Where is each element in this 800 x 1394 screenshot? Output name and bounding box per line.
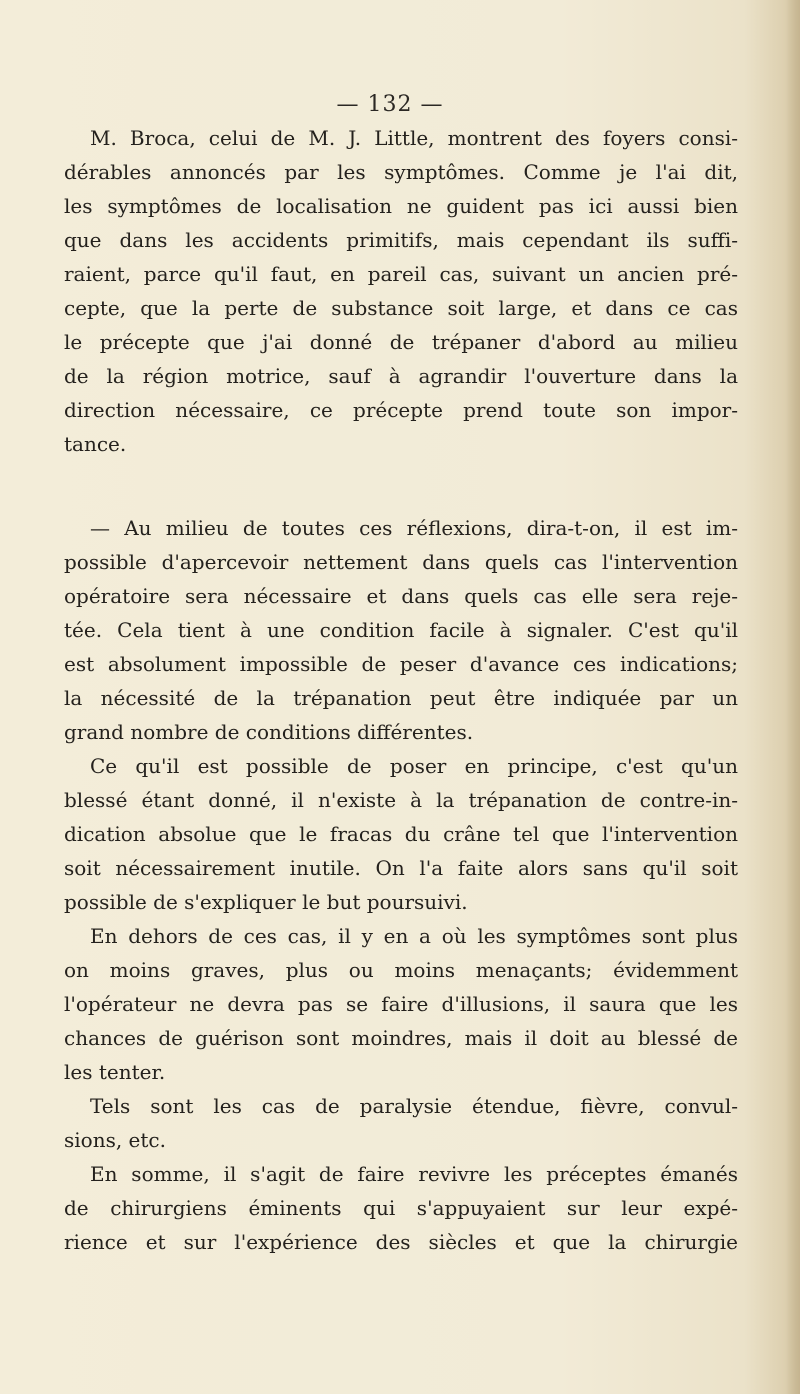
paragraph-gap <box>64 461 738 511</box>
paragraph <box>64 1089 738 1157</box>
text-line: dérables annoncés par les symptômes. Comme je l'ai dit, <box>64 160 738 184</box>
text-line: — Au milieu de toutes ces réflexions, dira-t-on, il est im- <box>90 516 738 540</box>
text-line: chances de guérison sont moindres, mais il doit au blessé de <box>64 1026 738 1050</box>
text-line: de la région motrice, sauf à agrandir l'ouverture dans la <box>64 364 738 388</box>
text-line: soit nécessairement inutile. On l'a faite alors sans qu'il soit <box>64 856 738 880</box>
paragraph <box>64 919 738 1089</box>
text-line: le précepte que j'ai donné de trépaner d'abord au milieu <box>64 330 738 354</box>
text-line: l'opérateur ne devra pas se faire d'illusions, il saura que les <box>64 992 738 1016</box>
text-line: dication absolue que le fracas du crâne tel que l'intervention <box>64 822 738 846</box>
text-line: que dans les accidents primitifs, mais cependant ils suffi- <box>64 228 738 252</box>
text-line: possible d'apercevoir nettement dans quels cas l'intervention <box>64 550 738 574</box>
text-line: cepte, que la perte de substance soit large, et dans ce cas <box>64 296 738 320</box>
paragraph <box>64 121 738 461</box>
text-line: la nécessité de la trépanation peut être indiquée par un <box>64 686 738 710</box>
text-line: Ce qu'il est possible de poser en principe, c'est qu'un <box>90 754 738 778</box>
text-line: Tels sont les cas de paralysie étendue, fièvre, convul- <box>90 1094 738 1118</box>
text-line: En somme, il s'agit de faire revivre les préceptes émanés <box>90 1162 738 1186</box>
page-number: — 132 — <box>336 92 444 117</box>
text-line: En dehors de ces cas, il y en a où les symptômes sont plus <box>90 924 738 948</box>
paragraph <box>64 1157 738 1259</box>
paragraph <box>64 511 738 749</box>
body-text <box>64 121 738 1259</box>
text-line: direction nécessaire, ce précepte prend toute son impor- <box>64 398 738 422</box>
text-line: les tenter. <box>64 1060 166 1084</box>
text-line: rience et sur l'expérience des siècles et que la chirurgie <box>64 1230 738 1254</box>
text-line: sions, etc. <box>64 1128 166 1152</box>
text-line: blessé étant donné, il n'existe à la trépanation de contre-in- <box>64 788 738 812</box>
text-line: M. Broca, celui de M. J. Little, montrent des foyers consi- <box>90 126 738 150</box>
text-line: est absolument impossible de peser d'avance ces indications; <box>64 652 738 676</box>
text-line: tée. Cela tient à une condition facile à signaler. C'est qu'il <box>64 618 738 642</box>
text-line: grand nombre de conditions différentes. <box>64 720 474 744</box>
text-line: tance. <box>64 432 127 456</box>
text-line: on moins graves, plus ou moins menaçants; évidemment <box>64 958 738 982</box>
paragraph <box>64 749 738 919</box>
text-line: les symptômes de localisation ne guident pas ici aussi bien <box>64 194 738 218</box>
text-line: de chirurgiens éminents qui s'appuyaient sur leur expé- <box>64 1196 738 1220</box>
text-line: raient, parce qu'il faut, en pareil cas, suivant un ancien pré- <box>64 262 738 286</box>
text-line: opératoire sera nécessaire et dans quels cas elle sera reje- <box>64 584 738 608</box>
text-line: possible de s'expliquer le but poursuivi. <box>64 890 468 914</box>
